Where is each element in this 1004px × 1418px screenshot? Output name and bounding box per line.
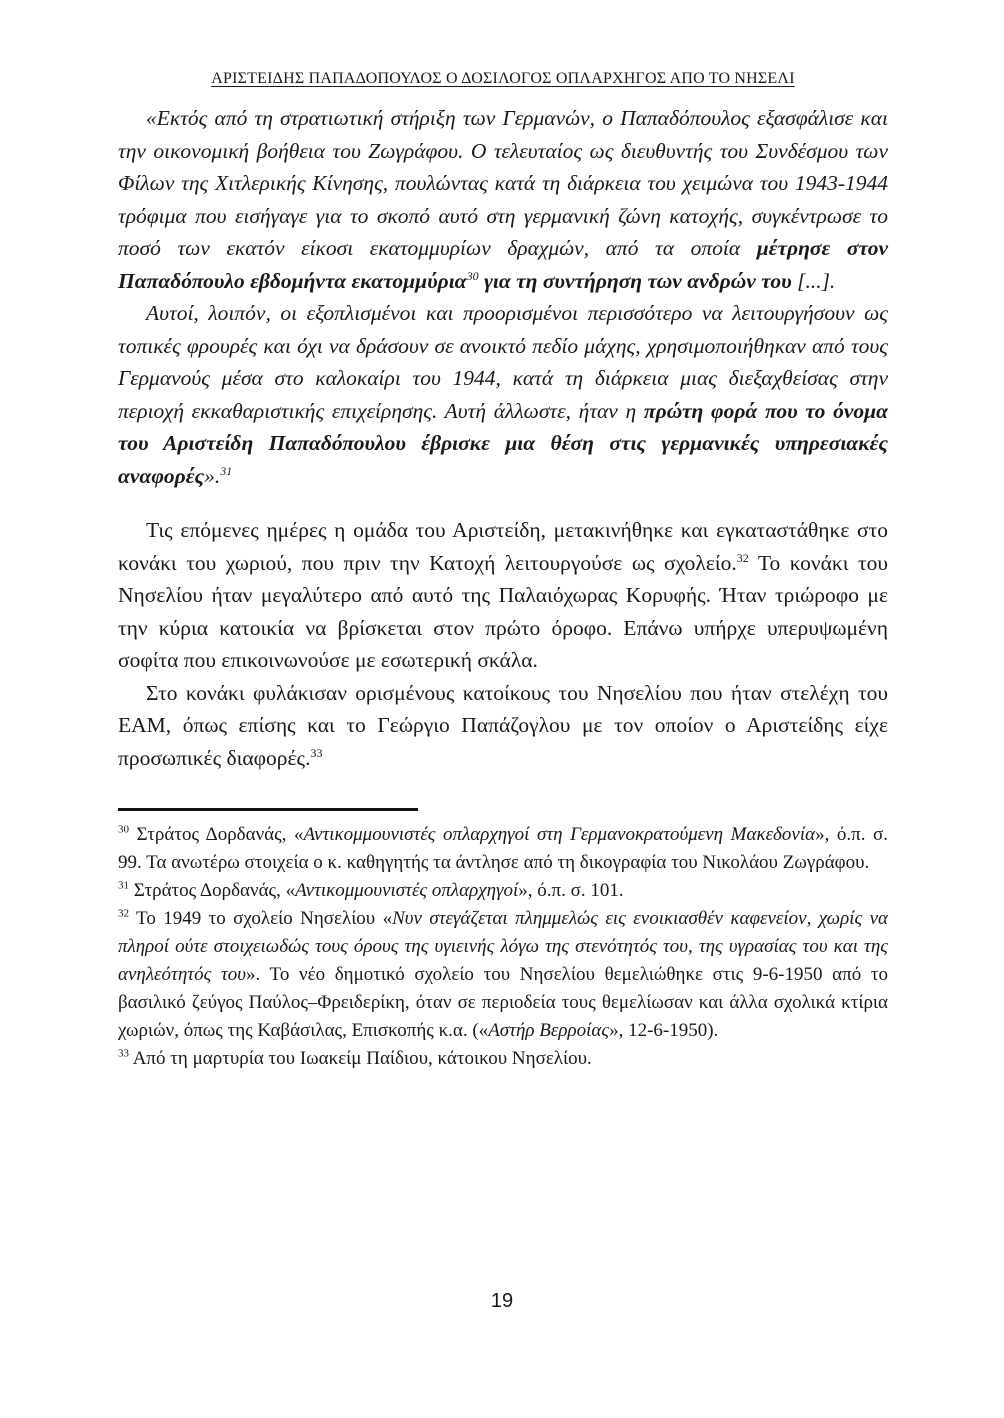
body-text <box>118 514 888 774</box>
footnote-italic: Νυν στεγάζεται πλημμελώς εις ενοικιασθέν καφενείον, χωρίς να πληροί ούτε στοιχειωδώς τους όρους της υγιεινής λόγω της στενότητός του, της υγρασίας του και της ανηλεότητός του <box>118 908 889 985</box>
footnote-33 <box>118 1045 888 1073</box>
page-number: 19 <box>490 1290 514 1312</box>
footnote-text: Από τη μαρτυρία του Ιωακείμ Παίδιου, κάτοικου Νησελίου. <box>129 1048 592 1069</box>
quote-paragraph-2 <box>118 297 888 492</box>
body-text-span: Το κονάκι του Νησελίου ήταν μεγαλύτερο από αυτό της Παλαιόχωρας Κορυφής. Ήταν τριώροφο με την κύρια κατοικία να βρίσκεται στον πρώτο όροφο. Επάνω υπήρχε υπερυψωμένη σοφίτα που επικοινωνούσε με εσωτερική σκάλα. <box>118 550 889 672</box>
body-paragraph-2 <box>118 677 888 775</box>
footnote-divider <box>118 808 418 811</box>
footnote-text: Στράτος Δορδανάς, « <box>129 880 296 901</box>
quote-text: ». <box>204 463 221 488</box>
footnote-ref[interactable]: 32 <box>736 550 749 565</box>
body-text-span: Τις επόμενες ημέρες η ομάδα του Αριστείδη, μετακινήθηκε και εγκαταστάθηκε στο κονάκι του χωριού, που πριν την Κατοχή λειτουργούσε ως σχολείο. <box>118 518 888 575</box>
running-header: ΑΡΙΣΤΕΙΔΗΣ ΠΑΠΑΔΟΠΟΥΛΟΣ Ο ΔΟΣΙΛΟΓΟΣ ΟΠΛΑΡΧΗΓΟΣ ΑΠΟ ΤΟ ΝΗΣΕΛΙ <box>211 70 795 87</box>
footnote-italic: Αντικομμουνιστές οπλαρχηγοί στη Γερμανοκρατούμενη Μακεδονία <box>303 824 816 845</box>
footnote-text: », ό.π. σ. 99. Τα ανωτέρω στοιχεία ο κ. καθηγητής τα άντλησε από τη δικογραφία του Νικολάου Ζωγράφου. <box>118 824 888 873</box>
footnote-31 <box>118 877 888 905</box>
footnote-ref[interactable]: 31 <box>220 463 233 478</box>
footnote-32 <box>118 905 888 1045</box>
footnote-30 <box>118 821 888 877</box>
page <box>118 70 888 1073</box>
quote-paragraph-1 <box>118 102 888 297</box>
quote-bold-text: για τη συντήρηση των ανδρών του <box>478 268 792 293</box>
footnote-number: 33 <box>118 1047 129 1060</box>
footnote-text: Το 1949 το σχολείο Νησελίου « <box>129 908 393 929</box>
quote-text: Αυτοί, λοιπόν, οι εξοπλισμένοι και προορισμένοι περισσότερο να λειτουργήσουν ως τοπικές φρουρές και όχι να δράσουν σε ανοικτό πεδίο μάχης, χρησιμοποιήθηκαν από τους Γερμανούς μέσα στο καλοκαίρι του 1944, κατά τη διάρκεια μιας διεξαχθείσας στην περιοχή εκκαθαριστικής επιχείρησης. Αυτή άλλωστε, ήταν η <box>118 301 888 423</box>
footnote-text: », 12-6-1950). <box>609 1020 719 1041</box>
footnote-text: ». Το νέο δημοτικό σχολείο του Νησελίου θεμελιώθηκε στις 9-6-1950 από το βασιλικό ζεύγος Παύλος–Φρειδερίκη, όταν σε περιοδεία τους θεμελίωσαν και άλλα σχολικά κτίρια χωριών, όπως της Καβάσιλας, Επισκοπής κ.α. (« <box>118 964 888 1041</box>
quote-text: «Εκτός από τη στρατιωτική στήριξη των Γερμανών, ο Παπαδόπουλος εξασφάλισε και την οικονομική βοήθεια του Ζωγράφου. Ο τελευταίος ως διευθυντής του Συνδέσμου των Φίλων της Χιτλερικής Κίνησης, πουλώντας κατά τη διάρκεια του χειμώνα του 1943-1944 τρόφιμα που εισήγαγε για το σκοπό αυτό στη γερμανική ζώνη κατοχής, συγκέντρωσε το ποσό των εκατόν είκοσι εκατομμυρίων δραχμών, από τα οποία <box>118 106 888 260</box>
footnote-ref[interactable]: 33 <box>310 745 323 760</box>
footnotes <box>118 821 888 1073</box>
footnote-text: Στράτος Δορδανάς, « <box>129 824 304 845</box>
footnote-number: 30 <box>118 823 129 836</box>
body-text-span: Στο κονάκι φυλάκισαν ορισμένους κατοίκους του Νησελίου που ήταν στελέχη του ΕΑΜ, όπως επίσης και το Γεώργιο Παπάζογλου με τον οποίον ο Αριστείδης είχε προσωπικές διαφορές. <box>118 680 888 770</box>
block-quote <box>118 102 888 492</box>
body-paragraph-1 <box>118 514 888 677</box>
quote-bold-text: μέτρησε στον Παπαδόπουλο εβδομήντα εκατομμύρια <box>118 236 888 293</box>
footnote-italic: Αντικομμουνιστές οπλαρχηγοί <box>295 880 519 901</box>
footnote-ref[interactable]: 30 <box>466 268 479 283</box>
footnote-italic: Αστήρ Βερροίας <box>488 1020 610 1041</box>
footnote-number: 32 <box>118 907 129 920</box>
quote-bold-text: πρώτη φορά που το όνομα του Αριστείδη Παπαδόπουλου έβρισκε μια θέση στις γερμανικές υπηρεσιακές αναφορές <box>118 398 888 488</box>
footnote-number: 31 <box>118 879 129 892</box>
quote-text: [...]. <box>791 268 836 293</box>
footnote-text: », ό.π. σ. 101. <box>518 880 624 901</box>
